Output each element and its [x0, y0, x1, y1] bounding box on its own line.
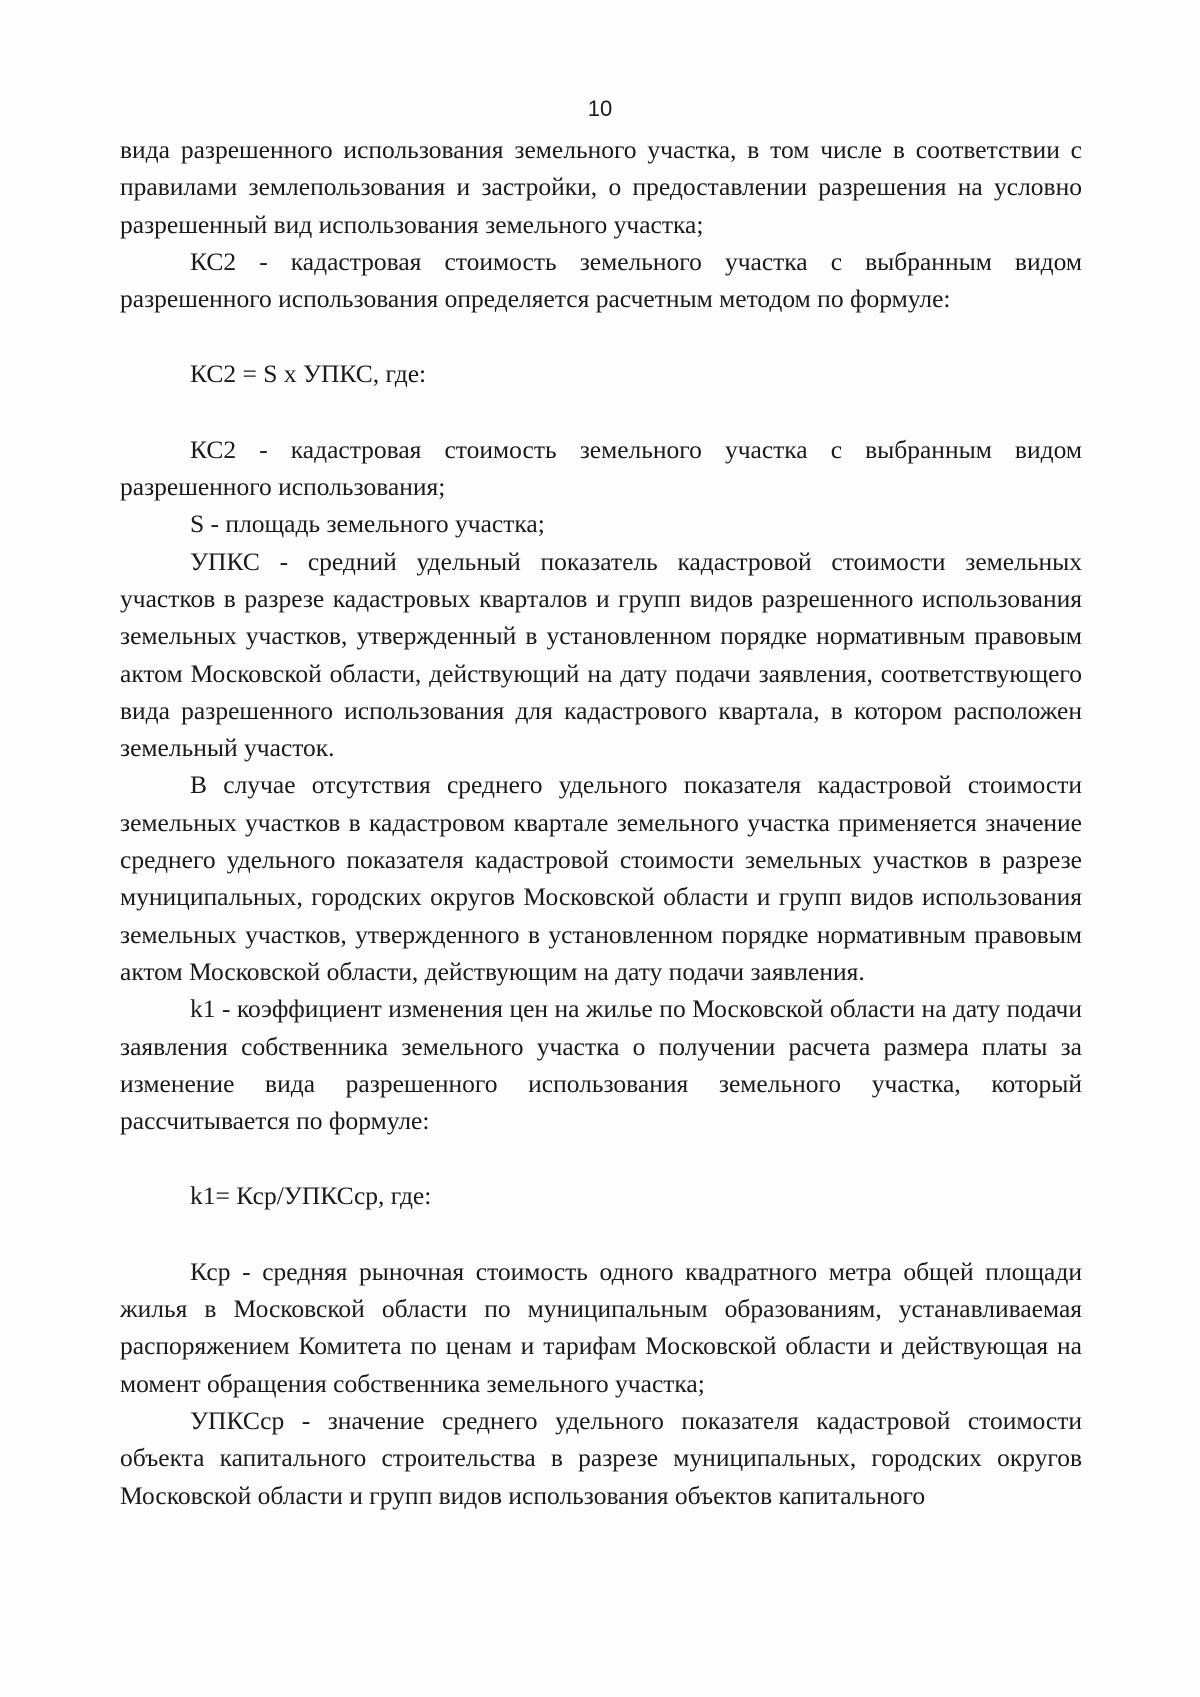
paragraph-s-term: S - площадь земельного участка; — [190, 509, 545, 539]
paragraph-k1-definition: k1 - коэффициент изменения цен на жилье по Московской области на дату подачи заявления собственника земельного участка о получении расчета размера платы за изменение вида разрешенного использования земельного участка, который рассчитывается по формуле: — [120, 994, 1082, 1136]
paragraph-kcp-term: Кср - средняя рыночная стоимость одного квадратного метра общей площади жилья в Московской области по муниципальным образованиям, устанавливаемая распоряжением Комитета по ценам и тарифам Московской области и действующая на момент обращения собственника земельного участка; — [120, 1256, 1082, 1398]
spacer — [120, 1215, 1082, 1253]
paragraph-ks2-term: КС2 - кадастровая стоимость земельного участка с выбранным видом разрешенного использования; — [120, 434, 1082, 502]
paragraph-upkscp-term: УПКСср - значение среднего удельного показателя кадастровой стоимости объекта капитального строительства в разрезе муниципальных, городских округов Московской области и групп видов использования объектов капитального — [120, 1405, 1082, 1510]
formula-ks2: КС2 = S x УПКС, где: — [190, 359, 427, 389]
spacer — [120, 1139, 1082, 1177]
paragraph-upks-term: УПКС - средний удельный показатель кадастровой стоимости земельных участков в разрезе кадастровых кварталов и групп видов разрешенного использования земельных участков, утвержденный в установленном порядке нормативным правовым актом Московской области, действующий на дату подачи заявления, соответствующего вида разрешенного использования для кадастрового квартала, в котором расположен земельный участок. — [120, 546, 1082, 763]
spacer — [120, 393, 1082, 431]
paragraph-absence-case: В случае отсутствия среднего удельного показателя кадастровой стоимости земельных участков в кадастровом квартале земельного участка применяется значение среднего удельного показателя кадастровой стоимости земельных участков в разрезе муниципальных, городских округов Московской области и групп видов использования земельных участков, утвержденного в установленном порядке нормативным правовым актом Московской области, действующим на дату подачи заявления. — [120, 770, 1082, 986]
spacer — [120, 317, 1082, 355]
page-number: 10 — [587, 96, 613, 121]
paragraph-ks2-definition: КС2 - кадастровая стоимость земельного участка с выбранным видом разрешенного использования определяется расчетным методом по формуле: — [120, 246, 1082, 314]
document-body — [120, 131, 1082, 1514]
formula-k1: k1= Кср/УПКСср, где: — [190, 1181, 432, 1211]
paragraph-continuation: вида разрешенного использования земельного участка, в том числе в соответствии с правилами землепользования и застройки, о предоставлении разрешения на условно разрешенный вид использования земельного участка; — [120, 135, 1082, 239]
